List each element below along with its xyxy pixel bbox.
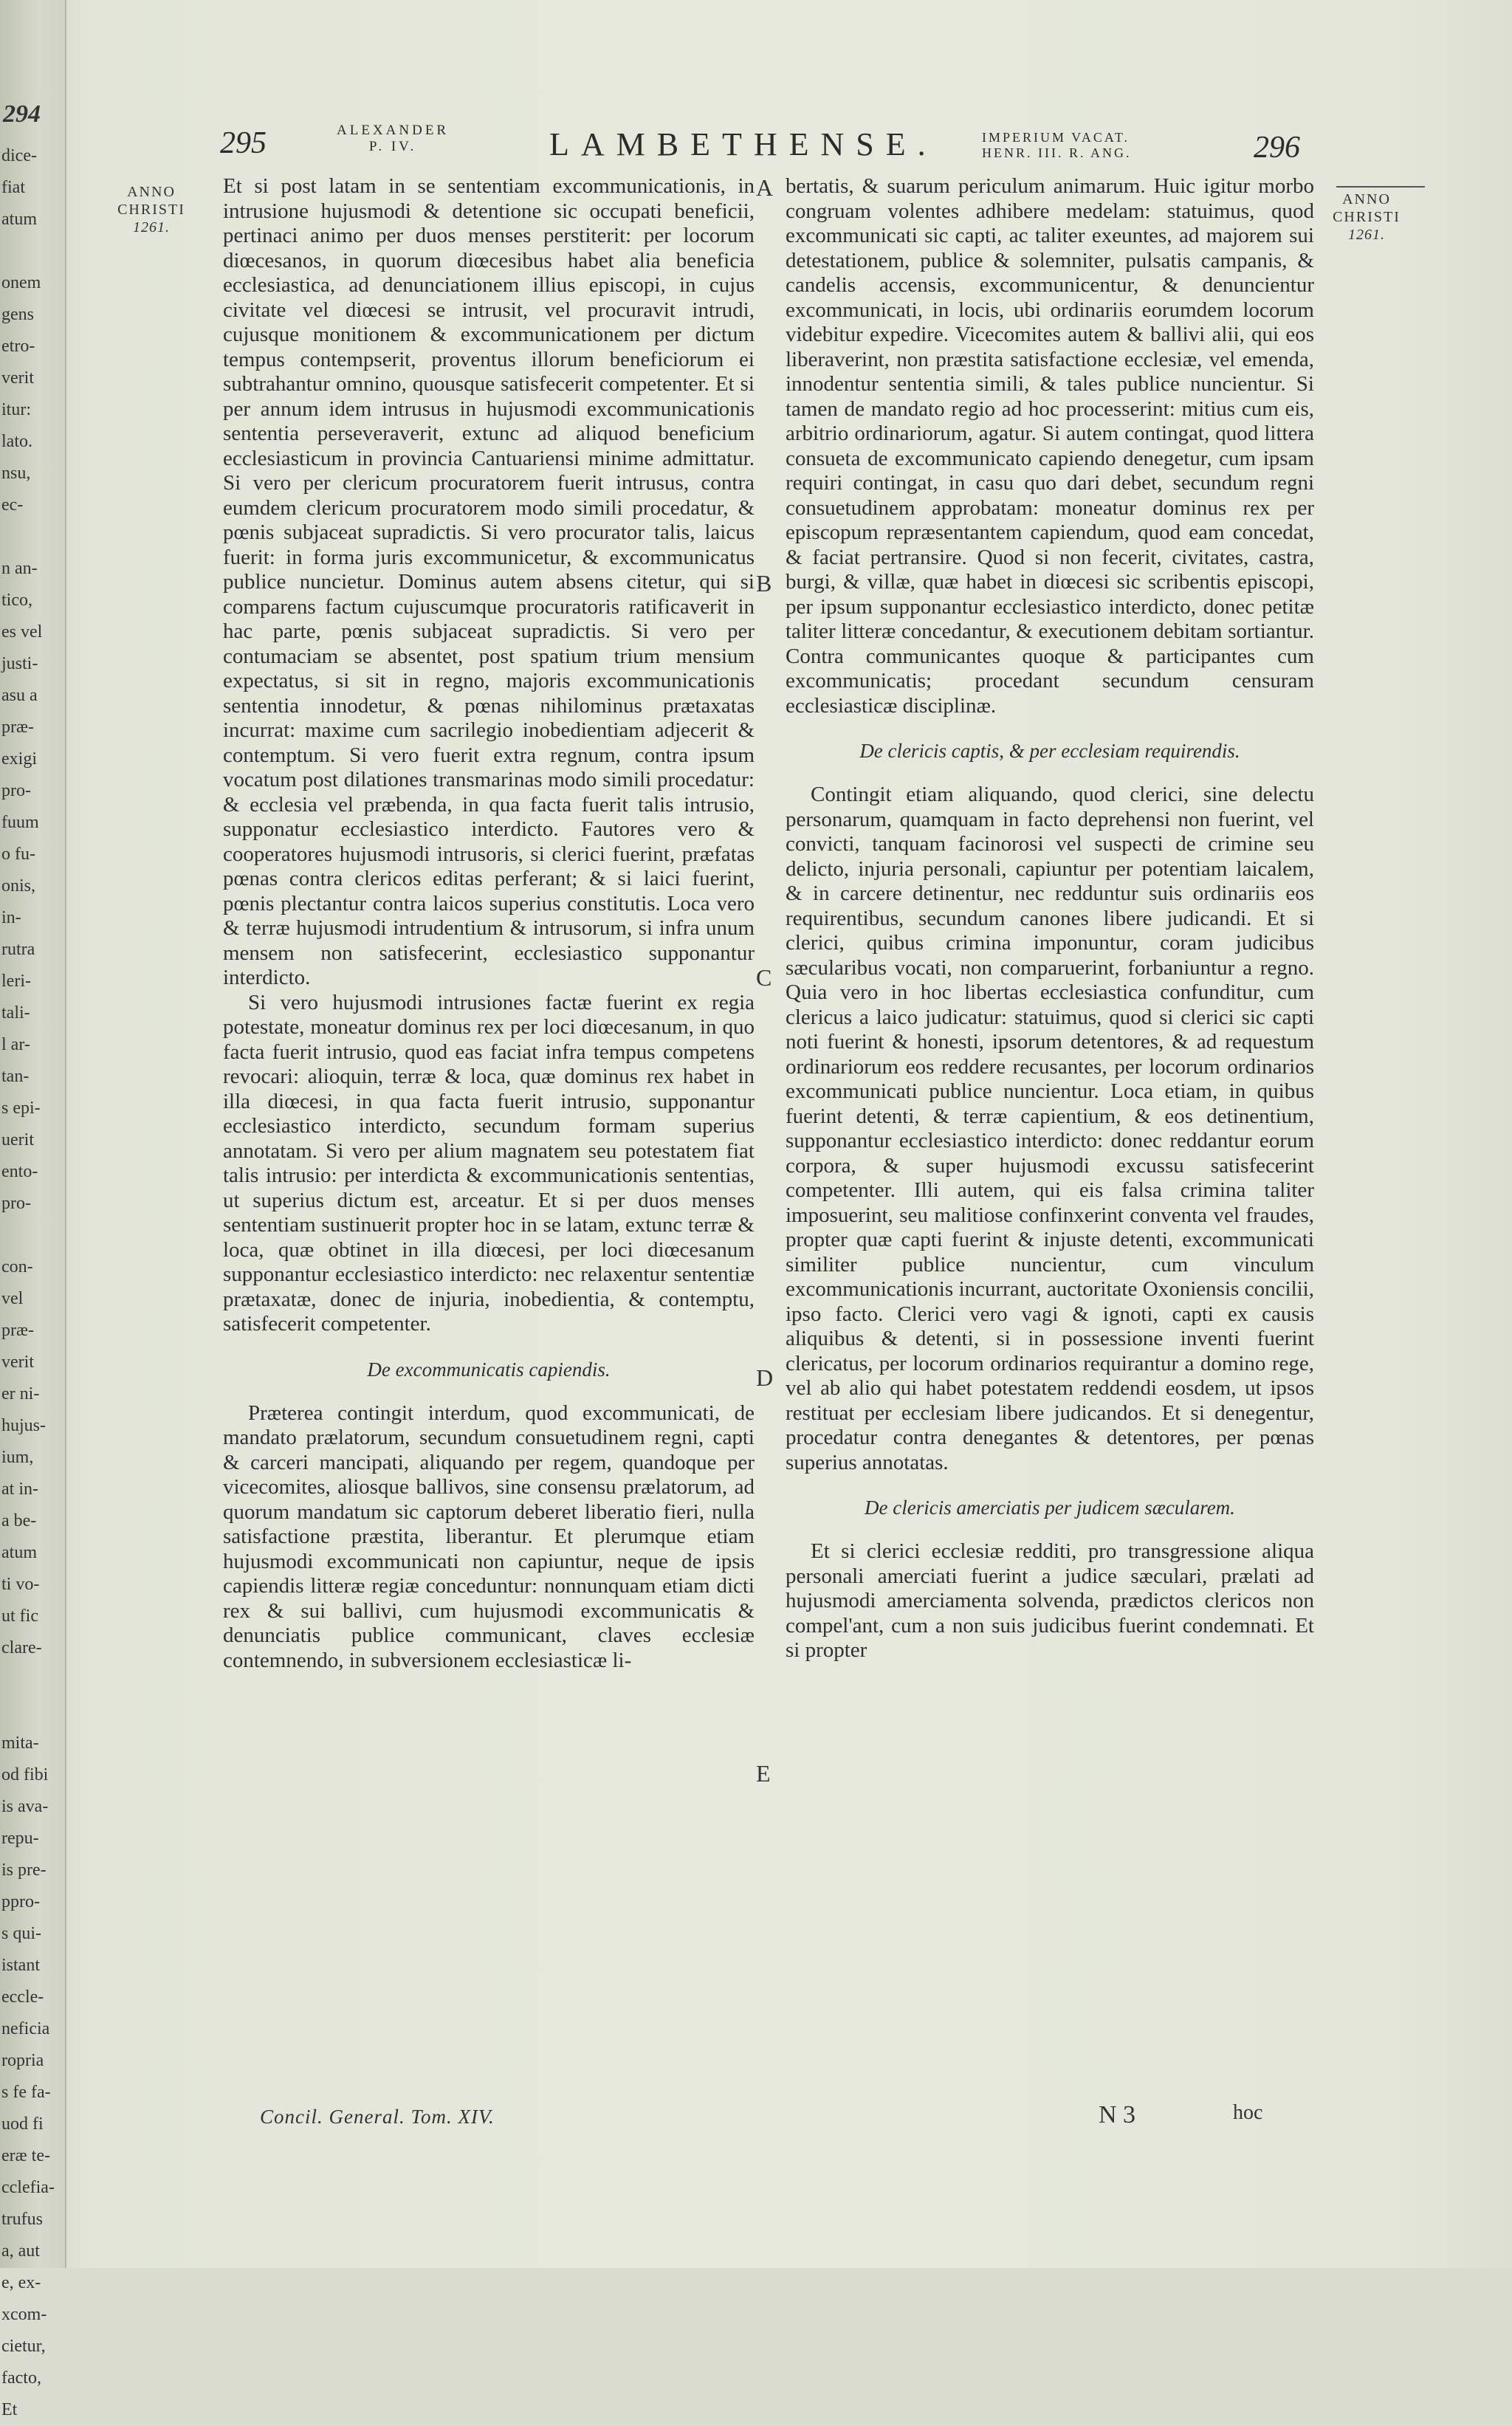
previous-page-number: 294	[3, 100, 41, 128]
previous-page-fragment: fuum	[1, 813, 39, 832]
previous-page-fragment: verit	[1, 368, 34, 388]
previous-page-fragment: at in-	[1, 1480, 38, 1499]
previous-page-fragment	[1, 1696, 63, 1728]
previous-page-fragment: ec-	[1, 495, 24, 515]
margin-anno: ANNO	[127, 184, 176, 200]
previous-page-fragment: pro-	[1, 781, 31, 800]
previous-page-fragments	[1, 140, 63, 2426]
previous-page-fragment: od fibi	[1, 1765, 49, 1784]
previous-page-fragment: l ar-	[1, 1035, 30, 1054]
header-imperium	[982, 130, 1132, 161]
previous-page-fragment: etro-	[1, 337, 35, 356]
previous-page-fragment: nsu,	[1, 464, 31, 483]
previous-page-fragment: atum	[1, 1543, 37, 1562]
previous-page-fragment: ppro-	[1, 1892, 40, 1911]
previous-page-fragment: tali-	[1, 1003, 30, 1023]
margin-christi: CHRISTI	[1333, 209, 1401, 225]
previous-page-fragment: Et	[1, 2400, 18, 2419]
previous-page-fragment: tan-	[1, 1067, 30, 1086]
previous-page-fragment	[1, 236, 63, 267]
previous-page-fragment: rutra	[1, 940, 35, 959]
previous-page-fragment: istant	[1, 1956, 40, 1975]
previous-page-fragment	[1, 1664, 63, 1696]
paragraph: Contingit etiam aliquando, quod clerici, sine delectu personarum, quamquam in facto deprehensi non fuerint, vel convicti, tanquam facinorosi vel suspecti de crimine seu delicto, injuria personali, capiuntur per potentiam laicalem, & in carcere detinentur, nec redduntur suis ordinariis eos requirentibus, secundum canones libere judicandi. Et si clerici, quibus crimina imponuntur, coram judicibus sæcularibus vocati, non comparuerint, forbaniuntur a regno. Quia vero in hoc libertas ecclesiastica confunditur, cum clericus a laico judicatur: statuimus, quod si clerici sic capti noti fuerint & honesti, ipsorum detentores, & ad requestum ordinariorum eos reddere recusantes, per locorum ordinarios excommunicati publice nuncientur. Loca etiam, in quibus fuerint detenti, & terræ capientium, & eos detinentium, supponantur ecclesiastico interdicto: donec reddantur eorum corpora, & super hujusmodi excussu satisfecerint competenter. Illi autem, qui eis falsa crimina taliter imposuerint, seu malitiose confinxerint conventa vel fraudes, propter quæ capti fuerint & injuste detenti, excommunicati similiter publice nuncientur, cum vinculum excommunicationis incurrant, auctoritate Oxoniensis concilii, ipso facto. Clerici vero vagi & ignoti, capti ex causis aliquibus & detenti, si in possessione inventi fuerint clericatus, per locorum ordinarios requirantur a domino rege, vel ab alio qui habet potestatem reddendi eosdem, ut ipsos restituat per ecclesiam libere judicandos. Et si denegentur, procedatur contra denegantes & detentores, per pœnas superius annotatas.	[786, 783, 1314, 1474]
previous-page-fragment: e, ex-	[1, 2273, 41, 2292]
margin-year: 1261.	[133, 219, 170, 236]
previous-page-fragment: præ-	[1, 1321, 34, 1340]
previous-page-fragment: is pre-	[1, 1860, 47, 1880]
previous-page-fragment	[1, 1220, 63, 1251]
signature-line: Concil. General. Tom. XIV.	[260, 2106, 495, 2128]
previous-page-fragment: dice-	[1, 146, 37, 165]
section-heading: De excommunicatis capiendis.	[367, 1358, 611, 1381]
header-henr-line: HENR. III. R. ANG.	[982, 145, 1132, 160]
previous-page-fragment: pro-	[1, 1194, 31, 1213]
previous-page-fragment: s qui-	[1, 1924, 41, 1943]
previous-page-fragment: s epi-	[1, 1099, 41, 1118]
previous-page-fragment: s fe fa-	[1, 2083, 51, 2102]
previous-page-fragment: a, aut	[1, 2241, 40, 2261]
previous-page-fragment: a be-	[1, 1511, 37, 1530]
previous-page-fragment: præ-	[1, 718, 34, 737]
section-heading: De clericis amerciatis per judicem sæcularem.	[865, 1497, 1235, 1519]
previous-page-fragment: ium,	[1, 1448, 34, 1467]
previous-page-fragment: lato.	[1, 432, 32, 451]
page-number-left: 295	[220, 126, 267, 160]
previous-page-fragment: es vel	[1, 622, 43, 642]
previous-page-fragment: itur:	[1, 400, 31, 419]
section-letter-c: C	[756, 964, 772, 991]
previous-page-fragment: hujus-	[1, 1416, 46, 1435]
paragraph: Si vero hujusmodi intrusiones factæ fuerint ex regia potestate, moneatur dominus rex per loci diœcesanum, in quo facta fuerit intrusio, quod eas faciat infra tempus competens revocari: alioquin, terræ & loca, quæ dominus rex habet in illa diœcesi, in qua facta fuerit intrusio, supponantur ecclesiastico interdicto, secundum formam superius annotatam. Si vero per alium magnatem seu potestatem fiat talis intrusio: per interdicta & excommunicationis sententias, ut superius dictum est, arceatur. Et si per duos menses sententiam sustinuerit propter hoc in se latam, extunc terræ & loca, quæ obtinet in illa diœcesi, per loci diœcesanum supponantur ecclesiastico interdicto: nec relaxentur sententiæ prætaxatæ, donec de injuria, inobedientia, & contemptu, satisfecerit competenter.	[223, 990, 755, 1336]
previous-page-fragment: ti vo-	[1, 1575, 40, 1594]
running-title: LAMBETHENSE.	[549, 126, 938, 162]
page-number-right: 296	[1254, 131, 1300, 165]
previous-page-fragment: ut fic	[1, 1607, 38, 1626]
previous-page-fragment: vel	[1, 1289, 24, 1308]
header-alexander	[337, 123, 449, 155]
section-letter-b: B	[756, 570, 772, 597]
previous-page-fragment: tico,	[1, 591, 32, 610]
previous-page-fragment: onis,	[1, 876, 36, 896]
section-letter-d: D	[756, 1364, 774, 1391]
previous-page-fragment: onem	[1, 273, 41, 292]
paragraph: Et si clerici ecclesiæ redditi, pro transgressione aliqua personali amerciati fuerint a judice sæculari, prælati ad hujusmodi amerciamenta solvenda, prædictos clericos non compel'ant, cum a non suis judicibus fuerint condemnati. Et si propter	[786, 1539, 1314, 1662]
previous-page-fragment: clare-	[1, 1638, 42, 1657]
previous-page-edge	[0, 0, 66, 2419]
header-alexander-name: ALEXANDER	[337, 123, 450, 138]
previous-page-fragment: eræ te-	[1, 2146, 50, 2165]
previous-page-fragment: er ni-	[1, 1384, 40, 1403]
previous-page-fragment: fiat	[1, 178, 25, 197]
previous-page-fragment: cclefia-	[1, 2178, 55, 2197]
previous-page-fragment: con-	[1, 1257, 33, 1276]
section-letter-a: A	[756, 174, 774, 201]
margin-year-right	[1326, 190, 1407, 244]
signature-mark: N 3	[1099, 2101, 1136, 2128]
previous-page-fragment: ento-	[1, 1162, 38, 1181]
previous-page-fragment: exigi	[1, 749, 37, 769]
previous-page-fragment: uod fi	[1, 2114, 44, 2134]
previous-page-fragment: mita-	[1, 1733, 39, 1753]
section-letter-e: E	[756, 1760, 771, 1787]
previous-page-fragment: repu-	[1, 1829, 39, 1848]
previous-page-fragment: ropria	[1, 2051, 44, 2070]
previous-page-fragment: asu a	[1, 686, 38, 705]
margin-year-left	[111, 183, 192, 236]
previous-page-fragment: in-	[1, 908, 21, 927]
previous-page-fragment: n an-	[1, 559, 38, 578]
previous-page-fragment: eccle-	[1, 1987, 44, 2007]
margin-anno: ANNO	[1342, 191, 1391, 207]
left-column	[223, 174, 755, 1673]
previous-page-fragment: justi-	[1, 654, 38, 673]
margin-rule	[1336, 186, 1425, 188]
section-heading: De clericis captis, & per ecclesiam requirendis.	[859, 740, 1240, 762]
previous-page-fragment: is ava-	[1, 1797, 49, 1816]
header-pope: P. IV.	[368, 139, 417, 154]
catchword: hoc	[1233, 2101, 1263, 2124]
right-column	[786, 174, 1314, 1663]
previous-page-fragment: uerit	[1, 1130, 34, 1150]
paragraph: Et si post latam in se sententiam excommunicationis, in intrusione hujusmodi & detentione sic occupati beneficii, pertinaci animo per duos menses perstiterit: per locorum diœcesanos, in quorum diœcesibus habet alia beneficia ecclesiastica, ad denunciationem illius episcopi, in cujus civitate vel diœcesi se intrusit, vel procuravit intrudi, cujusque monitionem & excommunicationem per dictum tempus contempserit, proventus illorum beneficiorum ei subtrahantur omnino, quousque satisfecerit competenter. Et si per annum idem intrusus in hujusmodi excommunicationis sententia perseveraverit, extunc ad aliquod beneficium ecclesiasticum in provincia Cantuariensi minime admittatur. Si vero per clericum procuratorem fuerit intrusus, contra eumdem clericum procuratorem modo simili procedatur, & pœnis subjaceat supradictis. Si vero procurator talis, laicus fuerit: in forma juris excommunicetur, & excommunicatus publice nuncietur. Dominus autem absens citetur, qui si comparens factum cujuscumque procuratoris ratificaverit in hac parte, pœnis subjaceat supradictis. Si vero per contumaciam se absentet, post spatium trium mensium expectatus, si sit in regno, majoris excommunicationis sententia innodetur, & pœnas nihilominus prætaxatas incurrat: maxime cum sacrilegio inobedientiam adjecerit & contemptum. Si vero fuerit extra regnum, contra ipsum vocatum post dilationes transmarinas modo simili procedatur: & ecclesia vel præbenda, in qua facta fuerit talis intrusio, supponatur ecclesiastico interdicto. Fautores vero & cooperatores hujusmodi intrusoris, si clerici fuerint, præfatas pœnas contra clericos editas perferant; & si laici fuerint, pœnis plectantur contra laicos superius constitutis. Loca vero & terræ hujusmodi intrudentium & intrusorum, si infra unum mensem non satisfecerint, ecclesiastico supponantur interdicto.	[223, 174, 755, 989]
previous-page-fragment: xcom-	[1, 2305, 47, 2324]
previous-page-fragment: atum	[1, 210, 37, 229]
previous-page-fragment: o fu-	[1, 845, 35, 864]
previous-page-fragment: gens	[1, 305, 34, 324]
previous-page-fragment: trufus	[1, 2210, 43, 2229]
previous-page-fragment: verit	[1, 1353, 34, 1372]
previous-page-fragment: leri-	[1, 972, 31, 991]
header-imperium-line: IMPERIUM VACAT.	[982, 130, 1130, 145]
paragraph: Præterea contingit interdum, quod excommunicati, de mandato prælatorum, secundum consuetudinem regni, capti & carceri mancipati, aliquando per regem, quandoque per vicecomites, aliosque ballivos, sine consensu prælatorum, ad quorum mandatum sic captorum deberet liberatio fieri, nulla satisfactione præstita, liberantur. Et plerumque etiam hujusmodi excommunicati non capiuntur, neque de ipsis capiendis litteræ regiæ conceduntur: nonnunquam etiam dicti rex & sui ballivi, cum hujusmodi excommunicatis & denunciatis publice communicant, claves ecclesiæ contemnendo, in subversionem ecclesiasticæ li-	[223, 1401, 755, 1672]
previous-page-fragment: facto,	[1, 2368, 41, 2388]
previous-page-fragment: cietur,	[1, 2337, 46, 2356]
previous-page-fragment: neficia	[1, 2019, 50, 2038]
previous-page-fragment	[1, 521, 63, 553]
margin-year: 1261.	[1348, 227, 1385, 243]
paragraph: bertatis, & suarum periculum animarum. Huic igitur morbo congruam volentes adhibere medelam: statuimus, quod excommunicati sic capti, ac taliter exeuntes, ad majorem sui detestationem, publice & solemniter, pulsatis campanis, & candelis accensis, excommunicentur, & denuncientur excommunicati, in locis, ubi ordinariis eorumdem locorum videbitur expedire. Vicecomites autem & ballivi alii, qui eos liberaverint, non præstita satisfactione ecclesiæ, vel emenda, innodentur sententia simili, & tales publice nuncientur. Si tamen de mandato regio ad hoc processerint: mitius cum eis, arbitrio ordinariorum, agatur. Si autem contingat, quod littera consueta de excommunicato capiendo denegetur, cum ipsam requiri contingat, in casu quo dari debet, secundum regni consuetudinem approbatam: moneatur dominus rex per episcopum repræsentantem capiendum, quod eam concedat, & faciat pertransire. Quod si non fecerit, civitates, castra, burgi, & villæ, quæ habet in diœcesi sic scribentis episcopi, per ipsum supponantur ecclesiastico interdicto, donec petitæ taliter litteræ concedantur, & executionem debitam sortiantur. Contra communicantes quoque & participantes cum excommunicatis; procedant secundum censuram ecclesiasticæ disciplinæ.	[786, 174, 1314, 718]
margin-christi: CHRISTI	[117, 202, 185, 218]
